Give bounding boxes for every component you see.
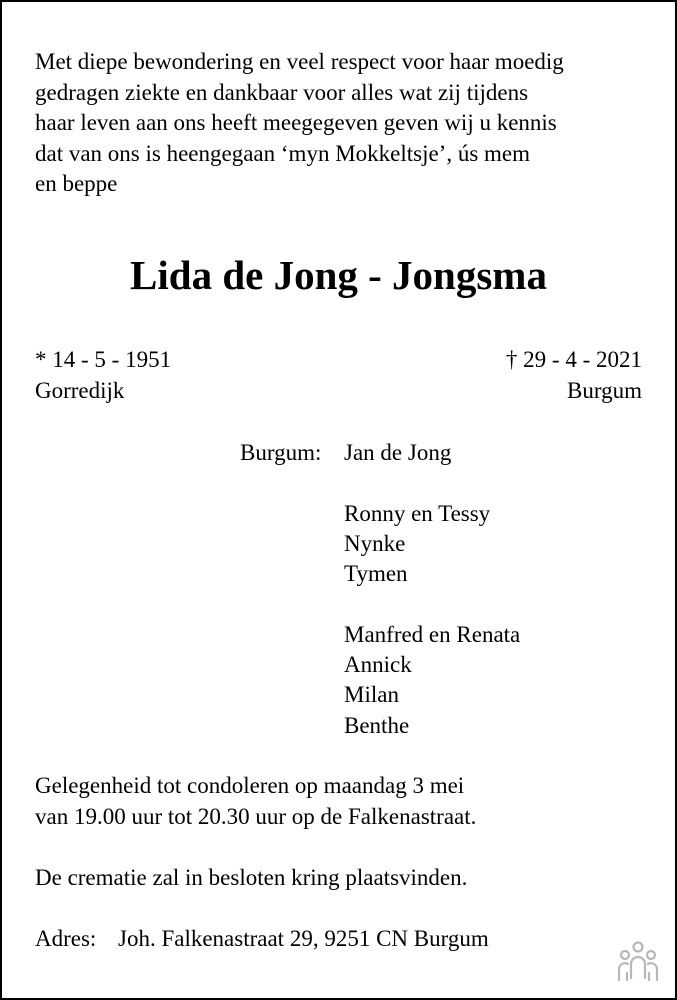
address-label: Adres: <box>35 926 97 951</box>
family-location-label: Burgum: <box>240 440 322 465</box>
intro-line: en beppe <box>35 171 118 196</box>
condolence-line: van 19.00 uur tot 20.30 uur op de Falkenastraat. <box>35 804 477 829</box>
cremation-text: De crematie zal in besloten kring plaatsvinden. <box>35 865 468 890</box>
address-value: Joh. Falkenastraat 29, 9251 CN Burgum <box>118 926 489 951</box>
people-group-icon <box>616 940 660 984</box>
condolence-line: Gelegenheid tot condoleren op maandag 3 mei <box>35 773 465 798</box>
family-member: Ronny en Tessy <box>344 501 491 526</box>
birth-date: * 14 - 5 - 1951 <box>35 347 172 372</box>
family-member: Annick <box>344 652 412 677</box>
death-date: † 29 - 4 - 2021 <box>505 347 642 372</box>
intro-line: Met diepe bewondering en veel respect voor haar moedig <box>35 49 564 74</box>
family-member: Manfred en Renata <box>344 622 521 647</box>
intro-line: haar leven aan ons heeft meegegeven geven wij u kennis <box>35 110 557 135</box>
death-place: Burgum <box>567 378 642 403</box>
family-member: Tymen <box>344 561 408 586</box>
family-member: Benthe <box>344 713 410 738</box>
family-member: Milan <box>344 682 399 707</box>
intro-line: gedragen ziekte en dankbaar voor alles wat zij tijdens <box>35 79 529 105</box>
spouse-name: Jan de Jong <box>344 440 452 465</box>
intro-text <box>35 47 564 200</box>
intro-line: dat van ons is heengegaan ‘myn Mokkeltsje’, ús mem <box>35 140 531 166</box>
family-member: Nynke <box>344 531 406 556</box>
deceased-name: Lida de Jong - Jongsma <box>130 252 547 298</box>
birth-place: Gorredijk <box>35 378 125 403</box>
